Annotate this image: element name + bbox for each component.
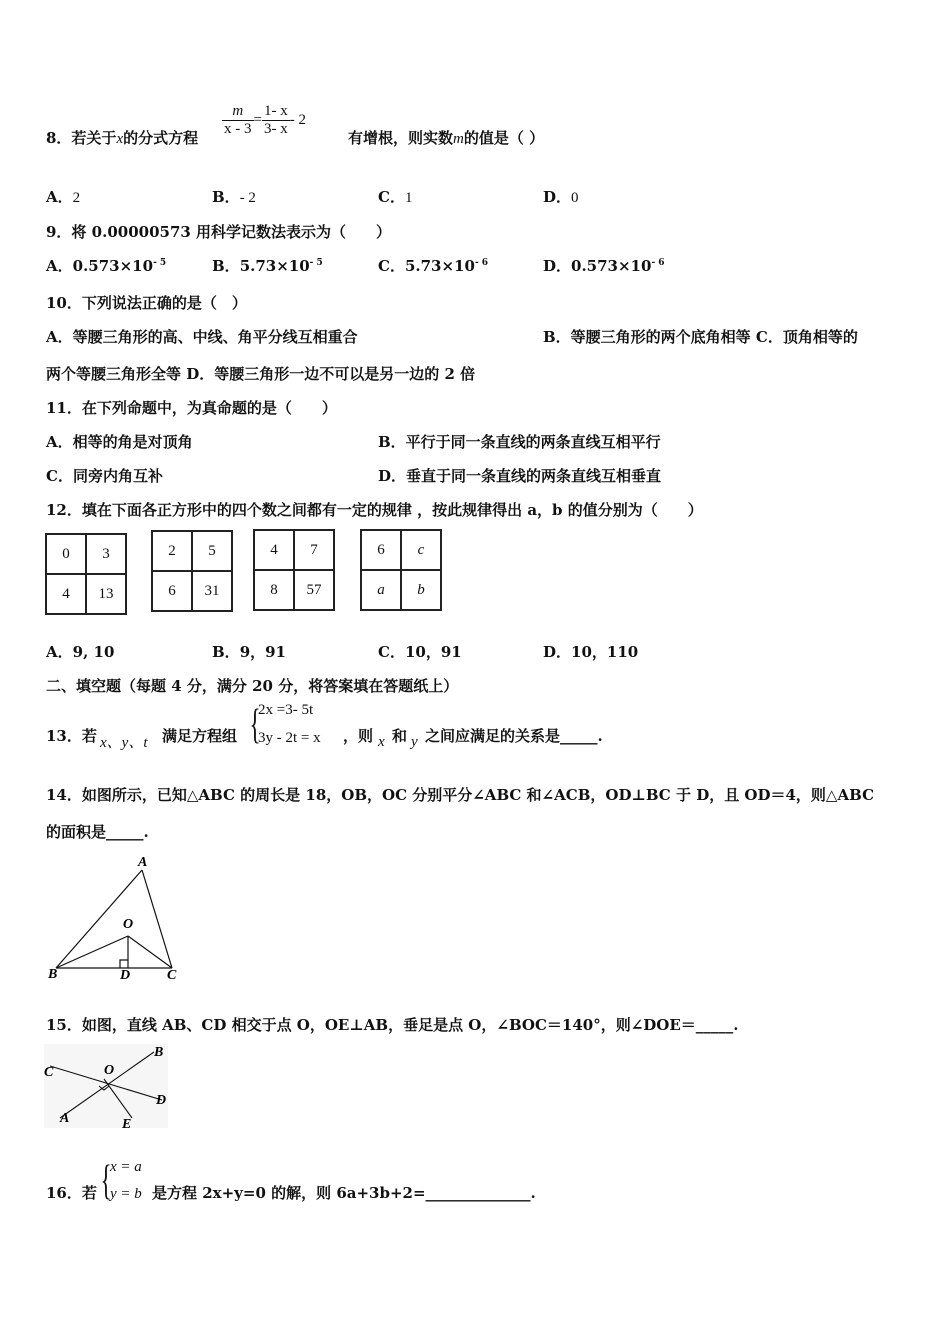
grid-cell: 7 [294, 530, 334, 570]
q13-y: y [411, 734, 418, 750]
grid-cell: 6 [361, 530, 401, 570]
q8-prefix: 8．若关于 [46, 129, 117, 147]
q13-prefix: 13．若 [46, 727, 97, 745]
grid-cell: 5 [192, 531, 232, 571]
label-B: B [154, 1045, 164, 1060]
q14-line2: 的面积是_____. [46, 823, 149, 841]
q14-line1: 14．如图所示，已知△ABC 的周长是 18，OB，OC 分别平分∠ABC 和∠ACB，OD⊥BC 于 D，且 OD＝4，则△ABC [46, 786, 875, 804]
grid-cell: 4 [254, 530, 294, 570]
q13-eq1: 2x =3- 5t [258, 702, 314, 718]
q11-option-c: C．同旁内角互补 [46, 467, 163, 485]
grid-cell: b [401, 570, 441, 610]
q15-lines-figure [42, 1042, 172, 1132]
q13-x: x [378, 734, 385, 750]
q12-text: 12．填在下面各正方形中的四个数之间都有一定的规律 ，按此规律得出 a，b 的值分别为（ ） [46, 501, 703, 519]
q16-eq2: y = b [110, 1186, 142, 1202]
label-D: D [120, 968, 131, 983]
q10-continuation: 两个等腰三角形全等 D．等腰三角形一边不可以是另一边的 2 倍 [46, 365, 476, 383]
q13-mid: 满足方程组 [162, 727, 238, 745]
section-2-heading: 二、填空题（每题 4 分，满分 20 分，将答案填在答题纸上） [46, 677, 459, 695]
q8-option-b: B．- 2 [212, 188, 256, 206]
q12-option-a: A．9, 10 [46, 643, 115, 661]
q8-var: x [116, 131, 124, 147]
q8-suffix-line [348, 127, 544, 148]
q8-f1-numerator: m [222, 103, 254, 121]
grid-cell: a [361, 570, 401, 610]
q13-end: 之间应满足的关系是_____. [425, 727, 603, 745]
q13-and: 和 [392, 727, 408, 745]
grid-cell: 3 [86, 534, 126, 574]
grid-cell: 13 [86, 574, 126, 614]
grid-cell: 31 [192, 571, 232, 611]
q9-option-a: A．$0.573\times 10^{- 5}$ [46, 257, 167, 275]
q8-equals: = [253, 112, 262, 128]
label-A: A [60, 1111, 70, 1126]
q12-option-d: D．10，110 [543, 643, 639, 661]
grid-cell: 0 [46, 534, 86, 574]
q8-option-c: C．1 [378, 188, 413, 206]
q12-grid-3 [253, 529, 335, 611]
grid-cell: 4 [46, 574, 86, 614]
q9-option-d: D．$0.573\times 10^{- 6}$ [543, 257, 665, 275]
q11-option-d: D．垂直于同一条直线的两条直线互相垂直 [378, 467, 662, 485]
q8-suffix: 有增根，则实数 [348, 129, 454, 147]
grid-cell: 57 [294, 570, 334, 610]
q12-grid-1 [45, 533, 127, 615]
q8-option-d: D．0 [543, 188, 579, 206]
q10-option-b-c: B．等腰三角形的两个底角相等 C．顶角相等的 [543, 328, 858, 346]
q13-brace: { [249, 702, 261, 748]
q8-var2: m [453, 131, 464, 147]
q9-text: 9．将 0.00000573 用科学记数法表示为（ ） [46, 223, 392, 241]
q8-end: 的值是（ ） [463, 129, 545, 147]
q16-eq1: x = a [110, 1159, 142, 1175]
q11-option-a: A．相等的角是对顶角 [46, 433, 193, 451]
q13-comma: ，则 [343, 727, 374, 745]
q8-mid: 的分式方程 [123, 129, 199, 147]
q16-prefix: 16．若 [46, 1184, 97, 1202]
label-B: B [48, 967, 58, 982]
q12-grid-4 [360, 529, 442, 611]
q11-text: 11．在下列命题中，为真命题的是（ ） [46, 399, 337, 417]
grid-cell: 6 [152, 571, 192, 611]
label-O: O [123, 917, 134, 932]
q8-f2-numerator: 1- x [263, 103, 288, 119]
q14-triangle-figure [40, 848, 190, 983]
grid-cell: c [401, 530, 441, 570]
q12-option-b: B．9，91 [212, 643, 286, 661]
q8-f2-denominator: 3- x [263, 121, 288, 137]
q8-fraction-1 [222, 103, 254, 138]
q9-option-b: B．$5.73\times 10^{- 5}$ [212, 257, 323, 275]
label-C: C [44, 1065, 54, 1080]
label-A: A [138, 855, 148, 870]
grid-cell: 8 [254, 570, 294, 610]
q8-tail: - 2 [289, 112, 306, 128]
q10-option-a: A．等腰三角形的高、中线、角平分线互相重合 [46, 328, 358, 346]
q8-fraction-2 [262, 103, 290, 138]
q8-equation [222, 103, 306, 138]
label-E: E [122, 1117, 132, 1132]
q10-text: 10．下列说法正确的是（ ） [46, 294, 247, 312]
q8-line [46, 127, 198, 148]
q13-vars: x、y、t [100, 735, 148, 751]
q16-end: 是方程 2x+y=0 的解，则 6a+3b+2=______________. [152, 1184, 536, 1202]
q12-option-c: C．10，91 [378, 643, 462, 661]
q8-option-a: A．2 [46, 188, 81, 206]
q9-option-c: C．$5.73\times 10^{- 6}$ [378, 257, 489, 275]
q11-option-b: B．平行于同一条直线的两条直线互相平行 [378, 433, 661, 451]
q12-grid-2 [151, 530, 233, 612]
q16-brace: { [100, 1158, 112, 1204]
q8-f1-denominator: x - 3 [224, 121, 252, 137]
q15-text: 15．如图，直线 AB、CD 相交于点 O，OE⊥AB，垂足是点 O，∠BOC＝140°，则∠DOE＝_____. [46, 1016, 739, 1034]
label-C: C [167, 968, 177, 983]
grid-cell: 2 [152, 531, 192, 571]
label-O: O [104, 1063, 115, 1078]
label-D: D [156, 1093, 167, 1108]
q13-eq2: 3y - 2t = x [258, 730, 321, 746]
